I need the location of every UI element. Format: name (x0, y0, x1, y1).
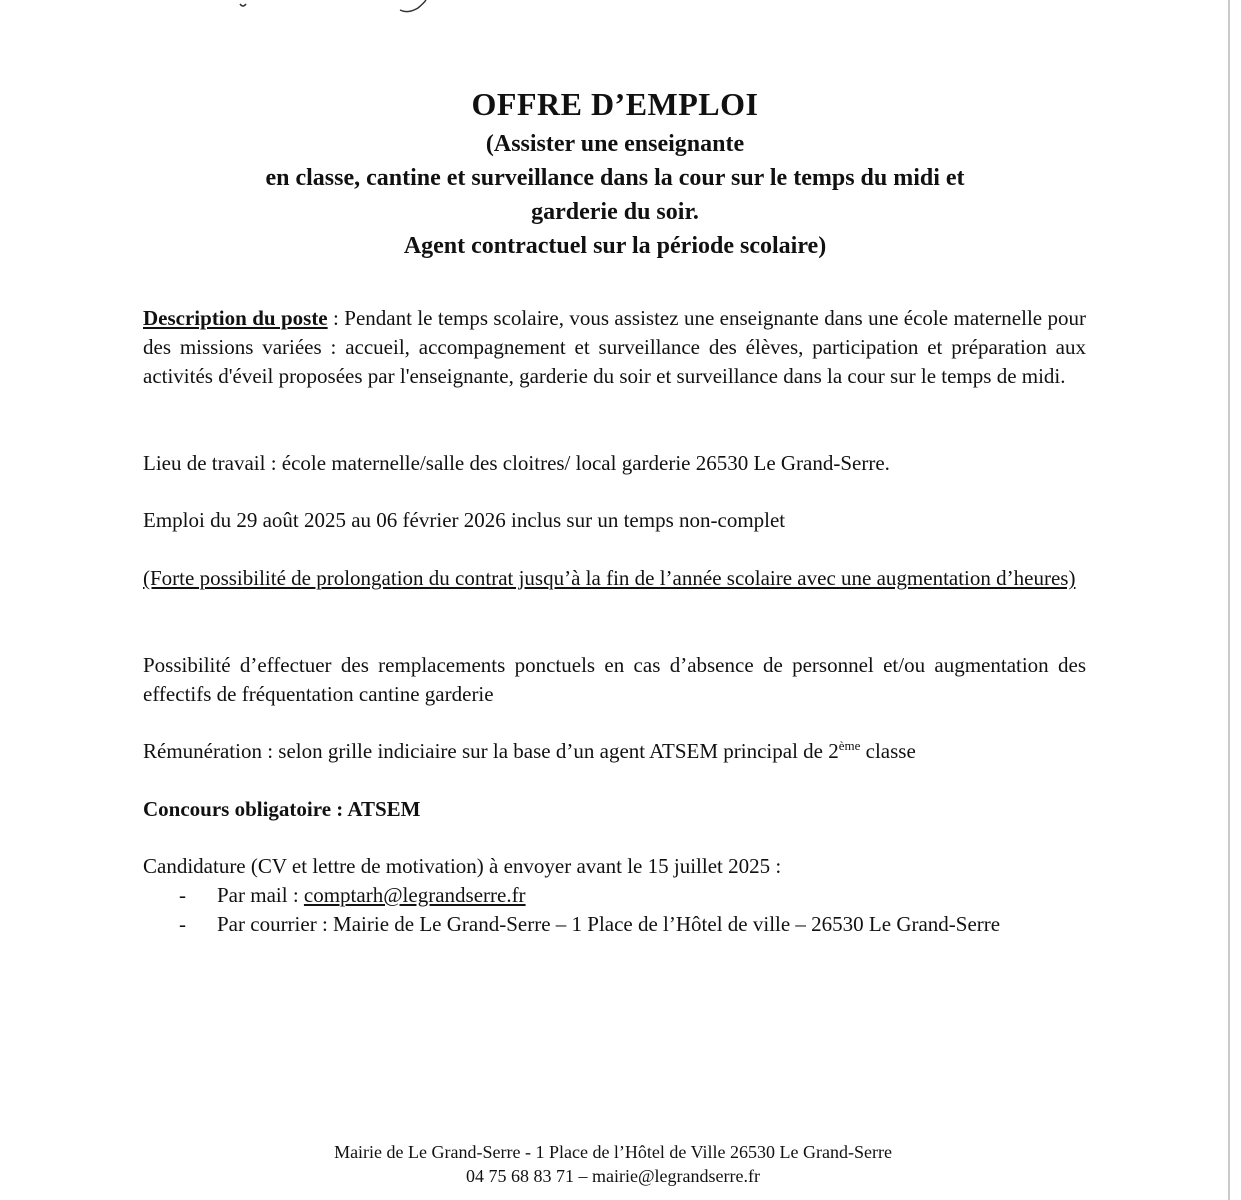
description-text: Pendant le temps scolaire, vous assistez une enseignante dans une école maternelle pour des missions variées : accueil, accompagnement et surveillance des élèves, participation et préparation aux activités d'éveil proposées par l'enseignante, garderie du soir et surveillance dans la cour sur le temps de midi. (143, 306, 1086, 388)
post-address-text: Par courrier : Mairie de Le Grand-Serre – 1 Place de l’Hôtel de ville – 26530 Le Grand-Serre (217, 912, 1001, 936)
salary-text: Rémunération : selon grille indiciaire sur la base d’un agent ATSEM principal de 2 (143, 739, 839, 763)
application-methods-list (143, 881, 1043, 939)
salary-paragraph (143, 737, 1086, 766)
mail-label: Par mail : (217, 883, 304, 907)
description-separator: : (327, 306, 345, 330)
document-title: OFFRE D’EMPLOI (471, 86, 759, 122)
application-method-post (143, 910, 1043, 939)
list-dash: - (179, 883, 186, 907)
subtitle-line: (Assister une enseignante (485, 131, 745, 157)
page-footer (0, 1140, 1226, 1188)
list-dash: - (179, 912, 186, 936)
application-intro: Candidature (CV et lettre de motivation) à envoyer avant le 15 juillet 2025 : (143, 854, 782, 878)
footer-address: Mairie de Le Grand-Serre - 1 Place de l’Hôtel de Ville 26530 Le Grand-Serre (334, 1142, 892, 1162)
email-link[interactable]: comptarh@legrandserre.fr (303, 883, 526, 907)
extension-note-paragraph: (Forte possibilité de prolongation du contrat jusqu’à la fin de l’année scolaire avec une augmentation d’heures) (143, 566, 1076, 590)
subtitle-line: garderie du soir. (531, 199, 699, 225)
signature-scribble (230, 0, 430, 16)
required-exam-paragraph: Concours obligatoire : ATSEM (143, 797, 421, 821)
subtitle-line: Agent contractuel sur la période scolaire) (403, 233, 827, 259)
workplace-paragraph: Lieu de travail : école maternelle/salle des cloitres/ local garderie 26530 Le Grand-Serre. (143, 451, 890, 475)
scan-edge-line (1228, 0, 1230, 1200)
salary-superscript: ème (838, 738, 861, 753)
footer-contact: 04 75 68 83 71 – mairie@legrandserre.fr (466, 1166, 760, 1186)
application-method-mail (143, 881, 1043, 910)
replacements-paragraph: Possibilité d’effectuer des remplacements ponctuels en cas d’absence de personnel et/ou augmentation des effectifs de fréquentation cantine garderie (143, 653, 1086, 706)
subtitle-line: en classe, cantine et surveillance dans la cour sur le temps du midi et (265, 165, 965, 191)
application-section (143, 852, 1043, 939)
salary-text-end: classe (860, 739, 916, 763)
employment-period-paragraph: Emploi du 29 août 2025 au 06 février 2026 inclus sur un temps non-complet (143, 508, 786, 532)
document-subtitle (150, 127, 1080, 263)
description-label: Description du poste (143, 306, 328, 330)
job-description-paragraph (143, 304, 1086, 391)
